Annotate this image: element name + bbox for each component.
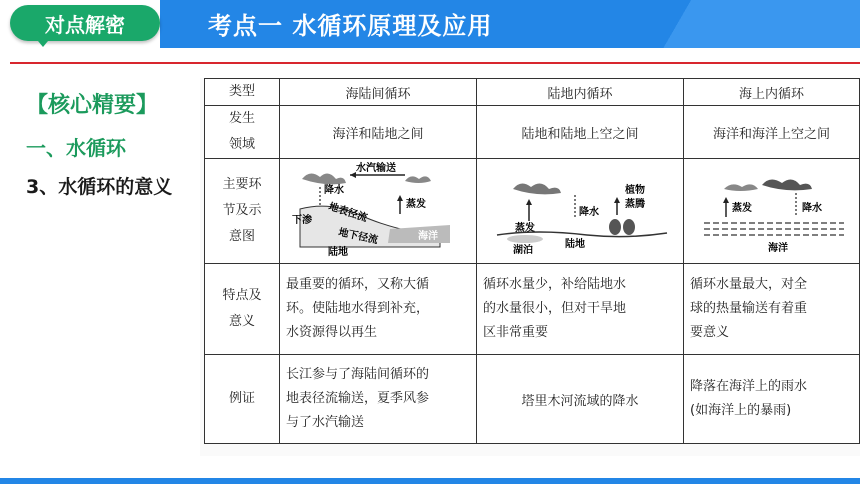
row-label-diagram bbox=[205, 159, 280, 264]
text-line: 与了水汽输送 bbox=[286, 415, 365, 430]
features-inland bbox=[477, 264, 684, 355]
label-infiltration: 下渗 bbox=[292, 215, 312, 226]
top-bar bbox=[0, 0, 860, 48]
text-line: 球的热量输送有着重 bbox=[690, 301, 808, 316]
label-rain: 降水 bbox=[802, 203, 822, 214]
col-header-inland: 陆地内循环 bbox=[477, 79, 684, 106]
label-evaporation: 蒸发 bbox=[406, 199, 426, 210]
features-sea-land bbox=[280, 264, 477, 355]
label-line: 特点及 bbox=[222, 288, 262, 303]
domain-sea-land: 海洋和陆地之间 bbox=[280, 106, 477, 159]
table-panel bbox=[200, 78, 860, 456]
text-line: 降落在海洋上的雨水 bbox=[690, 379, 808, 394]
banner-stripe bbox=[560, 0, 860, 48]
cloud-icon bbox=[762, 179, 812, 190]
section-subheading: 一、水循环 bbox=[26, 136, 126, 160]
diagram-inland-cell bbox=[477, 159, 684, 264]
arrow-head bbox=[723, 197, 729, 203]
text-line: 要意义 bbox=[690, 325, 730, 340]
cloud-icon bbox=[405, 176, 431, 183]
water-cycle-table bbox=[204, 78, 860, 444]
arrow-head bbox=[526, 199, 532, 205]
label-line: 意图 bbox=[228, 229, 255, 244]
row-label-features bbox=[205, 264, 280, 355]
row-label-examples: 例证 bbox=[205, 355, 280, 444]
text-line: 循环水量最大，对全 bbox=[690, 277, 808, 292]
table-row-examples bbox=[205, 355, 860, 444]
topic-item: 3、水循环的意义 bbox=[26, 176, 173, 198]
features-ocean bbox=[684, 264, 860, 355]
text-line: 区非常重要 bbox=[483, 325, 549, 340]
label-surface-runoff: 地表径流 bbox=[327, 201, 369, 225]
text-line: (如海洋上的暴雨) bbox=[690, 403, 792, 418]
cloud-icon bbox=[724, 184, 758, 191]
section-badge: 对点解密 bbox=[10, 5, 160, 41]
label-line: 主要环 bbox=[222, 177, 262, 192]
text-line: 水资源得以再生 bbox=[286, 325, 378, 340]
bottom-bar bbox=[0, 478, 860, 484]
domain-ocean: 海洋和海洋上空之间 bbox=[684, 106, 860, 159]
text-line: 长江参与了海陆间循环的 bbox=[286, 367, 430, 382]
label-groundwater: 地下径流 bbox=[337, 227, 379, 247]
col-header-sea-land: 海陆间循环 bbox=[280, 79, 477, 106]
label-ocean: 海洋 bbox=[418, 231, 438, 242]
sea-land-cycle-diagram bbox=[280, 159, 476, 259]
table-row-features bbox=[205, 264, 860, 355]
tree-icon bbox=[623, 219, 635, 235]
arrow-head bbox=[614, 197, 620, 203]
label-rain: 降水 bbox=[579, 207, 599, 218]
arrow-head bbox=[397, 195, 403, 201]
diagram-ocean-cell bbox=[684, 159, 860, 264]
text-line: 的水量很小，但对干旱地 bbox=[483, 301, 627, 316]
divider-line bbox=[10, 62, 860, 64]
tree-icon bbox=[609, 219, 621, 235]
label-line: 发生 bbox=[228, 111, 255, 126]
table-row-domain bbox=[205, 106, 860, 159]
text-line: 最重要的循环，又称大循 bbox=[286, 277, 430, 292]
text-line: 地表径流输送，夏季风参 bbox=[286, 391, 430, 406]
label-lake: 湖泊 bbox=[513, 245, 533, 256]
ocean-waves bbox=[704, 223, 844, 235]
core-heading: 【核心精要】 bbox=[26, 93, 159, 118]
col-header-type: 类型 bbox=[205, 79, 280, 106]
label-transpiration: 蒸腾 bbox=[625, 199, 645, 210]
row-label-domain bbox=[205, 106, 280, 159]
example-inland: 塔里木河流域的降水 bbox=[477, 355, 684, 444]
text-line: 循环水量少，补给陆地水 bbox=[483, 277, 627, 292]
label-evaporation: 蒸发 bbox=[732, 203, 752, 214]
label-vapor: 水汽输送 bbox=[356, 163, 396, 174]
label-line: 意义 bbox=[228, 314, 255, 329]
example-sea-land bbox=[280, 355, 477, 444]
label-rain: 降水 bbox=[324, 185, 344, 196]
badge-pointer bbox=[38, 41, 48, 47]
label-land: 陆地 bbox=[565, 239, 585, 250]
label-line: 领域 bbox=[228, 137, 255, 152]
table-header-row bbox=[205, 79, 860, 106]
table-row-diagram bbox=[205, 159, 860, 264]
label-land: 陆地 bbox=[328, 247, 348, 258]
inland-cycle-diagram bbox=[477, 159, 683, 259]
diagram-sea-land-cell bbox=[280, 159, 477, 264]
cloud-icon bbox=[513, 183, 561, 194]
ocean-cycle-diagram bbox=[684, 159, 859, 259]
label-ocean: 海洋 bbox=[768, 243, 788, 254]
cloud-icon bbox=[302, 173, 346, 184]
example-ocean bbox=[684, 355, 860, 444]
page-title: 考点一 水循环原理及应用 bbox=[208, 12, 493, 40]
col-header-ocean: 海上内循环 bbox=[684, 79, 860, 106]
text-line: 环。使陆地水得到补充， bbox=[286, 301, 430, 316]
domain-inland: 陆地和陆地上空之间 bbox=[477, 106, 684, 159]
label-evaporation: 蒸发 bbox=[515, 223, 535, 234]
lake-shape bbox=[507, 235, 543, 243]
label-line: 节及示 bbox=[222, 203, 262, 218]
label-plants: 植物 bbox=[625, 185, 645, 196]
